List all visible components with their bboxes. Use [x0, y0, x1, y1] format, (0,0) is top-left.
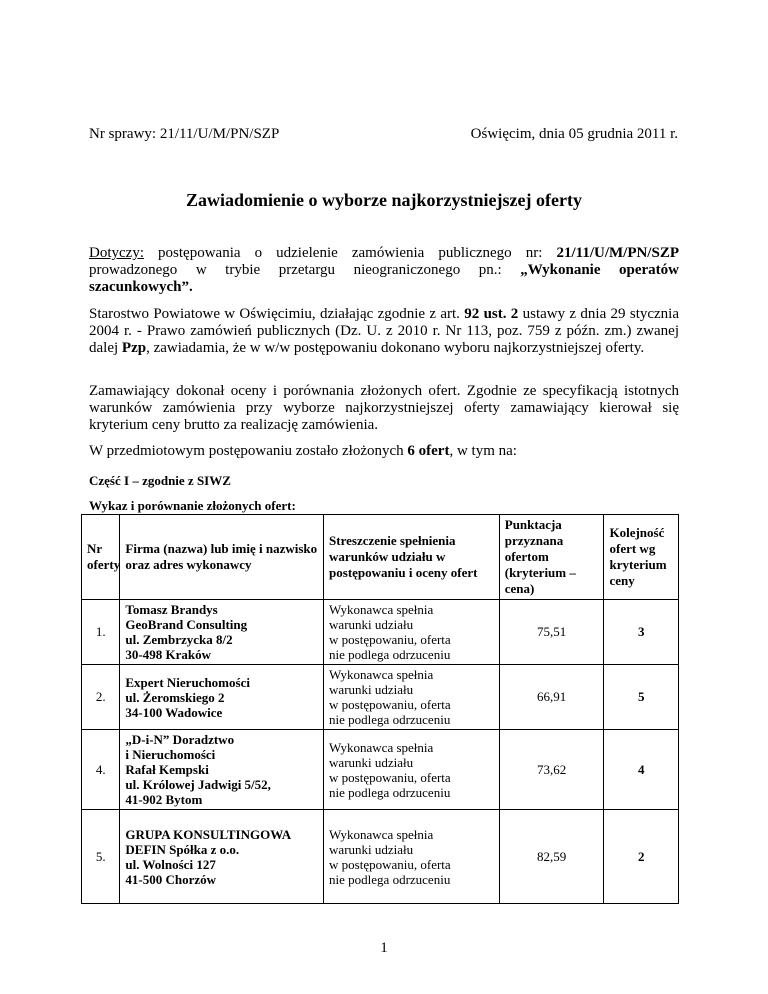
- offer-summary: [324, 810, 500, 904]
- concerning-label: Dotyczy:: [89, 245, 144, 261]
- offers-count-paragraph: [89, 443, 679, 460]
- place-date: Oświęcim, dnia 05 grudnia 2011 r.: [470, 126, 678, 142]
- page-number: 1: [380, 940, 388, 956]
- table-row: [82, 730, 679, 810]
- firm-line: Tomasz Brandys: [125, 602, 218, 617]
- list-label: Wykaz i porównanie złożonych ofert:: [89, 498, 296, 513]
- summary-line: nie podlega odrzuceniu: [329, 647, 451, 662]
- table-row: [82, 810, 679, 904]
- summary-line: w postępowaniu, oferta: [329, 632, 451, 647]
- p1-text-3: , zawiadamia, że w w/w postępowaniu dokonano wyboru najkorzystniejszej oferty.: [146, 340, 645, 356]
- firm-line: ul. Wolności 127: [125, 856, 216, 872]
- offer-summary: [324, 730, 500, 810]
- firm-line: i Nieruchomości: [125, 747, 216, 762]
- firm-line: 41-902 Bytom: [125, 792, 203, 807]
- p1-text-2: ustawy z dnia 29 stycznia 2004 r. - Prawo zamówień publicznych (Dz. U. z 2010 r. Nr 113, poz. 759 z późn. zm.) zwanej dalej: [89, 306, 680, 356]
- offer-score: 73,62: [499, 730, 604, 810]
- header-offer-number: Nr oferty: [82, 515, 120, 600]
- offer-number: 1.: [82, 600, 120, 665]
- firm-line: Rafał Kempski: [125, 762, 209, 777]
- concerning-text-2: prowadzonego w trybie przetargu nieograniczonego pn.:: [89, 262, 521, 278]
- offer-number: 5.: [82, 810, 120, 904]
- table-row: [82, 665, 679, 730]
- firm-line: 30-498 Kraków: [125, 647, 211, 662]
- offer-firm: [120, 810, 324, 904]
- concerning-name: „Wykonanie operatów szacunkowych”.: [89, 262, 679, 295]
- summary-line: Wykonawca spełnia: [329, 739, 434, 755]
- summary-line: w postępowaniu, oferta: [329, 856, 451, 872]
- concerning-text-1: postępowania o udzielenie zamówienia publicznego nr:: [143, 245, 557, 261]
- p3-text-1: W przedmiotowym postępowaniu zostało złożonych: [89, 443, 408, 459]
- concerning-case-ref: 21/11/U/M/PN/SZP: [556, 245, 679, 261]
- firm-line: ul. Żeromskiego 2: [125, 689, 225, 705]
- offer-number: 4.: [82, 730, 120, 810]
- p1-article: 92 ust. 2: [464, 306, 519, 322]
- offer-rank: 4: [604, 730, 679, 810]
- offers-table: [81, 514, 679, 904]
- case-number: Nr sprawy: 21/11/U/M/PN/SZP: [89, 126, 280, 142]
- offer-firm: [120, 600, 324, 665]
- intro-paragraph: [89, 306, 679, 357]
- offer-summary: [324, 600, 500, 665]
- summary-line: Wykonawca spełnia: [329, 602, 434, 617]
- offer-rank: 2: [604, 810, 679, 904]
- firm-line: ul. Zembrzycka 8/2: [125, 632, 233, 647]
- p3-text-2: , w tym na:: [449, 443, 517, 459]
- summary-line: Wykonawca spełnia: [329, 667, 434, 682]
- p1-pzp: Pzp: [121, 340, 147, 356]
- document-title: Zawiadomienie o wyborze najkorzystniejszej oferty: [186, 190, 582, 210]
- summary-line: nie podlega odrzuceniu: [329, 784, 451, 800]
- offer-rank: 5: [604, 665, 679, 730]
- header-score: Punktacja przyznana ofertom (kryterium – cena): [499, 515, 604, 600]
- summary-line: nie podlega odrzuceniu: [329, 871, 451, 887]
- firm-line: ul. Królowej Jadwigi 5/52,: [125, 777, 271, 792]
- summary-line: nie podlega odrzuceniu: [329, 712, 451, 727]
- summary-line: warunki udziału: [329, 754, 414, 770]
- evaluation-paragraph: Zamawiający dokonał oceny i porównania złożonych ofert. Zgodnie ze specyfikacją istotnych warunków zamówienia przy wyborze najkorzystniejszej oferty zamawiający kierował się kryterium ceny brutto za realizację zamówienia.: [89, 383, 679, 433]
- firm-line: DEFIN Spółka z o.o.: [125, 841, 240, 857]
- summary-line: warunki udziału: [329, 617, 414, 632]
- firm-line: Expert Nieruchomości: [125, 674, 250, 690]
- header-firm: Firma (nazwa) lub imię i nazwisko oraz adres wykonawcy: [120, 515, 324, 600]
- part-label: Część I – zgodnie z SIWZ: [89, 473, 231, 488]
- firm-line: GeoBrand Consulting: [125, 617, 248, 632]
- offer-summary: [324, 665, 500, 730]
- offer-firm: [120, 665, 324, 730]
- offer-score: 66,91: [499, 665, 604, 730]
- summary-line: warunki udziału: [329, 682, 414, 697]
- offer-firm: [120, 730, 324, 810]
- concerning-paragraph: [89, 245, 679, 296]
- offer-score: 75,51: [499, 600, 604, 665]
- offer-number: 2.: [82, 665, 120, 730]
- firm-line: GRUPA KONSULTINGOWA: [125, 826, 292, 842]
- offer-score: 82,59: [499, 810, 604, 904]
- p1-text-1: Starostwo Powiatowe w Oświęcimiu, działając zgodnie z art.: [89, 306, 465, 322]
- summary-line: w postępowaniu, oferta: [329, 697, 451, 712]
- firm-line: „D-i-N” Doradztwo: [125, 732, 235, 747]
- firm-line: 41-500 Chorzów: [125, 871, 217, 887]
- firm-line: 34-100 Wadowice: [125, 704, 223, 720]
- p3-offer-count: 6 ofert: [407, 443, 450, 459]
- offer-rank: 3: [604, 600, 679, 665]
- summary-line: warunki udziału: [329, 841, 414, 857]
- header-rank: Kolejność ofert wg kryterium ceny: [604, 515, 679, 600]
- header-summary: Streszczenie spełnienia warunków udziału w postępowaniu i oceny ofert: [324, 515, 500, 600]
- table-header-row: [82, 515, 679, 600]
- summary-line: Wykonawca spełnia: [329, 826, 434, 842]
- table-row: [82, 600, 679, 665]
- summary-line: w postępowaniu, oferta: [329, 769, 451, 785]
